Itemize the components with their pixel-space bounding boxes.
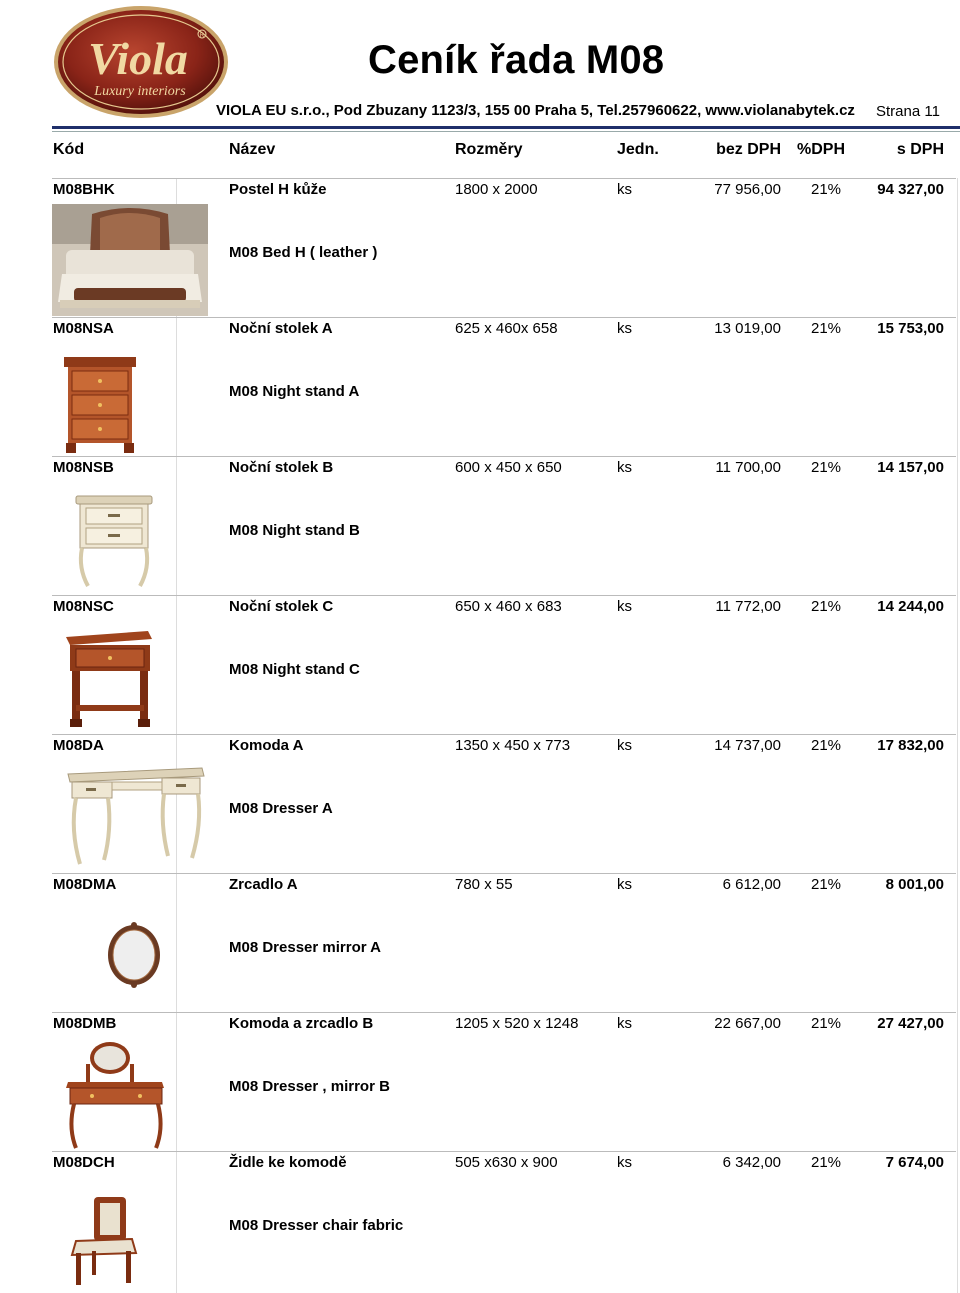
item-price-net: 11 700,00 (715, 459, 781, 476)
item-subtitle: M08 Dresser mirror A (229, 939, 382, 956)
table-row (0, 317, 960, 456)
item-unit: ks (617, 320, 632, 337)
item-name: Noční stolek B (229, 459, 334, 476)
item-unit: ks (617, 737, 632, 754)
table-row (0, 1012, 960, 1151)
nightstand-b-photo (52, 482, 208, 594)
nightstand-a-photo (52, 343, 208, 455)
item-code: M08NSB (53, 459, 114, 476)
item-code: M08DA (53, 737, 104, 754)
col-header-vat: %DPH (797, 141, 846, 158)
chair-photo (52, 1177, 208, 1289)
company-address: VIOLA EU s.r.o., Pod Zbuzany 1123/3, 155 00 Praha 5, Tel.257960622, www.violanabytek.cz (216, 102, 855, 119)
item-name: Noční stolek C (229, 598, 334, 615)
item-name: Noční stolek A (229, 320, 333, 337)
item-size: 1350 x 450 x 773 (455, 737, 571, 754)
item-code: M08DMB (53, 1015, 117, 1032)
item-code: M08DCH (53, 1154, 115, 1171)
col-header-name: Název (229, 141, 276, 158)
item-price-net: 6 342,00 (722, 1154, 781, 1171)
item-vat: 21% (811, 876, 842, 893)
item-name: Židle ke komodě (229, 1154, 347, 1171)
item-code: M08NSC (53, 598, 114, 615)
col-header-unit: Jedn. (617, 141, 659, 158)
table-row (0, 873, 960, 1012)
item-vat: 21% (811, 459, 842, 476)
table-row (0, 178, 960, 317)
dresser-a-photo (52, 760, 208, 872)
mirror-photo (52, 899, 208, 1011)
item-subtitle: M08 Dresser , mirror B (229, 1078, 390, 1095)
item-vat: 21% (811, 181, 842, 198)
page-number: Strana 11 (876, 103, 940, 120)
item-price-net: 11 772,00 (715, 598, 781, 615)
item-subtitle: M08 Dresser A (229, 800, 333, 817)
item-unit: ks (617, 1015, 632, 1032)
col-header-price-net: bez DPH (716, 141, 781, 158)
item-price-net: 22 667,00 (714, 1015, 781, 1032)
item-unit: ks (617, 181, 632, 198)
col-header-size: Rozměry (455, 141, 523, 158)
item-name: Zrcadlo A (229, 876, 298, 893)
item-subtitle: M08 Night stand C (229, 661, 360, 678)
item-size: 505 x630 x 900 (455, 1154, 558, 1171)
col-header-code: Kód (53, 141, 85, 158)
nightstand-c-photo (52, 621, 208, 733)
item-price-net: 13 019,00 (714, 320, 781, 337)
item-unit: ks (617, 598, 632, 615)
item-code: M08BHK (53, 181, 115, 198)
item-price-gross: 14 157,00 (877, 459, 944, 476)
item-size: 650 x 460 x 683 (455, 598, 562, 615)
item-vat: 21% (811, 320, 842, 337)
item-size: 1800 x 2000 (455, 181, 538, 198)
header-rule-thin (52, 131, 960, 132)
item-price-net: 14 737,00 (714, 737, 781, 754)
dresser-b-photo (52, 1038, 208, 1150)
table-row (0, 595, 960, 734)
item-unit: ks (617, 1154, 632, 1171)
item-subtitle: M08 Dresser chair fabric (229, 1217, 404, 1234)
item-unit: ks (617, 876, 632, 893)
item-vat: 21% (811, 598, 842, 615)
page-title: Ceník řada M08 (368, 38, 665, 82)
item-size: 600 x 450 x 650 (455, 459, 562, 476)
item-subtitle: M08 Night stand A (229, 383, 360, 400)
item-size: 780 x 55 (455, 876, 513, 893)
item-price-gross: 14 244,00 (877, 598, 944, 615)
item-size: 625 x 460x 658 (455, 320, 558, 337)
item-name: Komoda a zrcadlo B (229, 1015, 374, 1032)
item-code: M08DMA (53, 876, 117, 893)
item-vat: 21% (811, 737, 842, 754)
item-name: Postel H kůže (229, 181, 327, 198)
item-code: M08NSA (53, 320, 114, 337)
logo-tagline: Luxury interiors (94, 84, 186, 99)
item-subtitle: M08 Bed H ( leather ) (229, 244, 378, 261)
bed-photo (52, 204, 208, 316)
table-row (0, 734, 960, 873)
table-row (0, 456, 960, 595)
item-subtitle: M08 Night stand B (229, 522, 360, 539)
item-price-gross: 17 832,00 (877, 737, 944, 754)
item-size: 1205 x 520 x 1248 (455, 1015, 579, 1032)
item-price-gross: 27 427,00 (877, 1015, 944, 1032)
item-name: Komoda A (229, 737, 304, 754)
logo-wordmark: Viola (88, 33, 188, 84)
item-price-gross: 7 674,00 (885, 1154, 944, 1171)
item-vat: 21% (811, 1154, 842, 1171)
header-rule (52, 126, 960, 129)
item-unit: ks (617, 459, 632, 476)
svg-text:R: R (199, 33, 205, 39)
item-price-net: 77 956,00 (714, 181, 781, 198)
item-vat: 21% (811, 1015, 842, 1032)
item-price-gross: 94 327,00 (877, 181, 944, 198)
col-header-price-gross: s DPH (896, 141, 944, 158)
viola-logo (52, 4, 230, 120)
item-price-net: 6 612,00 (722, 876, 781, 893)
table-row (0, 1151, 960, 1290)
item-price-gross: 8 001,00 (885, 876, 944, 893)
item-price-gross: 15 753,00 (877, 320, 944, 337)
